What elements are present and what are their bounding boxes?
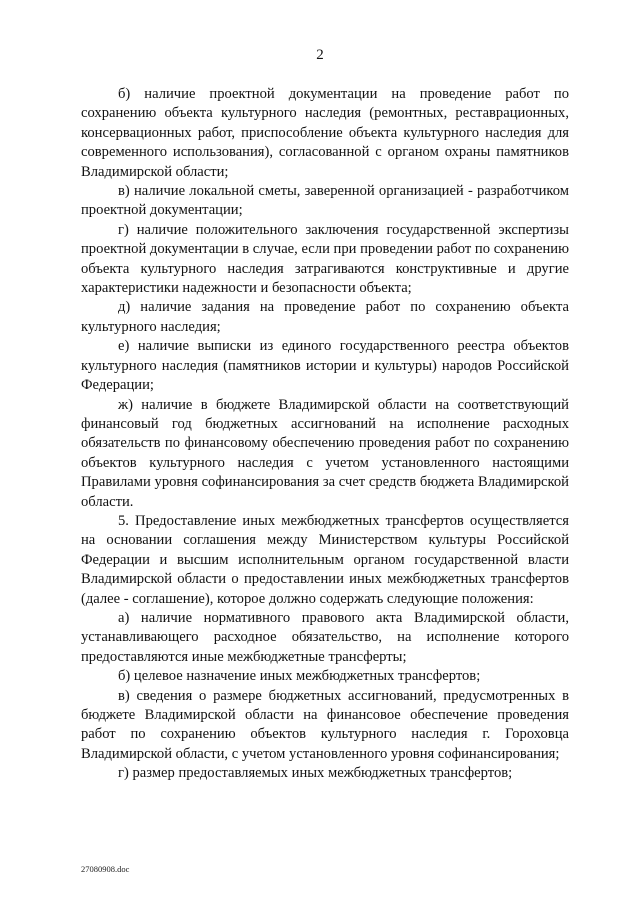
paragraph-b-purpose: б) целевое назначение иных межбюджетных трансфертов; (118, 668, 481, 685)
paragraph-g-transfer-size: г) размер предоставляемых иных межбюджетных трансфертов; (118, 765, 513, 782)
paragraph-d-task: д) наличие задания на проведение работ по сохранению объекта культурного наследия; (81, 299, 569, 335)
paragraph-b-project-documentation: б) наличие проектной документации на проведение работ по сохранению объекта культурного наследия (ремонтных, реставрационных, консервационных работ, приспособление объекта культурного наследия для современного использования), согласованной с органом охраны памятников Владимирской области; (81, 86, 569, 180)
document-body (81, 85, 569, 784)
paragraph-v-allocation-size: в) сведения о размере бюджетных ассигнований, предусмотренных в бюджете Владимирской области на финансовое обеспечение проведения работ по сохранению объектов культурного наследия г. Гороховца Владимирской области, с учетом установленного уровня софинансирования; (81, 687, 569, 762)
footer-file-name: 27080908.doc (81, 864, 130, 874)
paragraph-zh-budget-allocations: ж) наличие в бюджете Владимирской области на соответствующий финансовый год бюджетных ассигнований на исполнение расходных обязательств по финансовому обеспечению проведения работ по сохранению объектов культурного наследия с учетом установленного настоящими Правилами уровня софинансирования за счет средств бюджета Владимирской области. (81, 396, 569, 510)
paragraph-e-registry-extract: е) наличие выписки из единого государственного реестра объектов культурного наследия (памятников истории и культуры) народов Российской Федерации; (81, 338, 569, 394)
paragraph-a-legal-act: а) наличие нормативного правового акта Владимирской области, устанавливающего расходное обязательство, на исполнение которого предоставляются иные межбюджетные трансферты; (81, 609, 569, 665)
paragraph-g-state-expertise: г) наличие положительного заключения государственной экспертизы проектной документации в случае, если при проведении работ по сохранению объекта культурного наследия затрагиваются конструктивные и другие характеристики надежности и безопасности объекта; (81, 221, 569, 297)
paragraph-5-transfers-agreement: 5. Предоставление иных межбюджетных трансфертов осуществляется на основании соглашения между Министерством культуры Российской Федерации и высшим исполнительным органом государственной власти Владимирской области о предоставлении иных межбюджетных трансфертов (далее - соглашение), которое должно содержать следующие положения: (81, 512, 569, 607)
page-number: 2 (316, 47, 324, 63)
paragraph-v-local-estimate: в) наличие локальной сметы, заверенной организацией - разработчиком проектной документации; (81, 183, 569, 219)
